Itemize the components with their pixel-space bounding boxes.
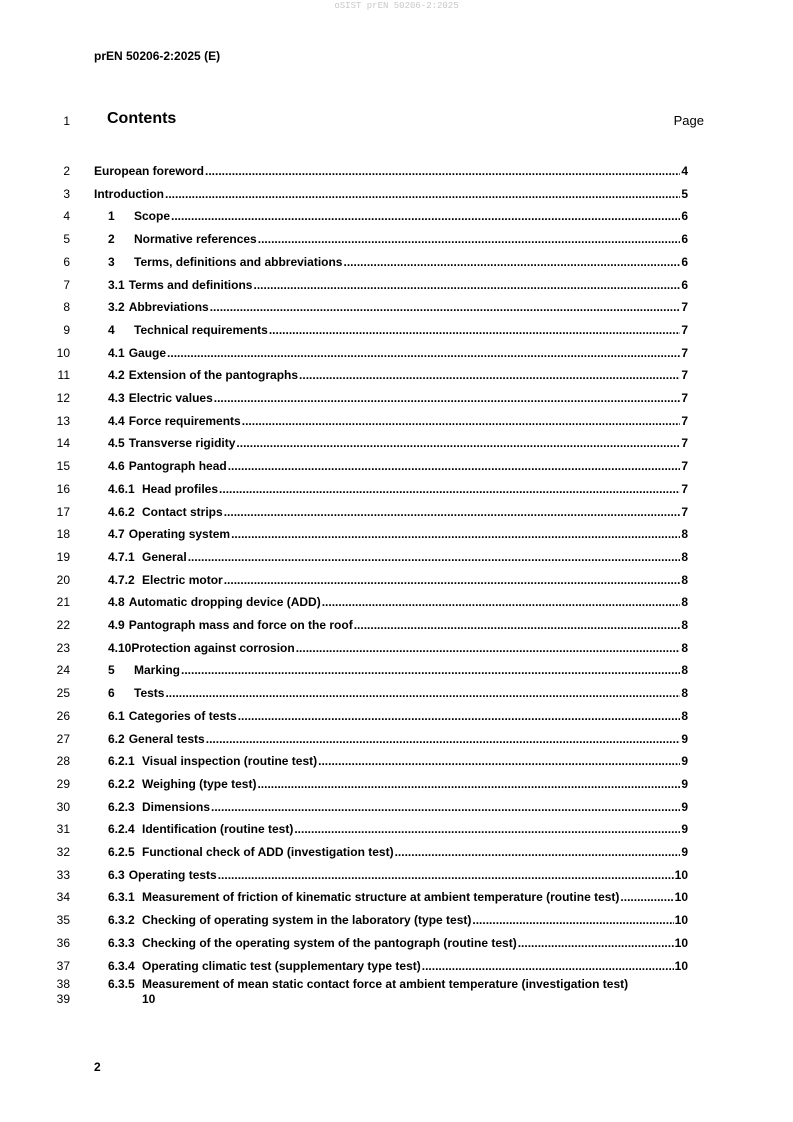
toc-leader-dots <box>238 709 681 723</box>
line-number: 17 <box>56 505 70 519</box>
toc-entry-title: Operating system <box>128 527 231 541</box>
toc-leader-dots <box>395 845 681 859</box>
toc-entry[interactable] <box>94 187 688 203</box>
toc-entry-title: General tests <box>128 732 205 746</box>
toc-entry-page: 8 <box>681 527 688 541</box>
line-number: 6 <box>63 255 70 269</box>
toc-entry-page: 7 <box>681 346 688 360</box>
line-number: 36 <box>56 936 70 950</box>
toc-entry[interactable] <box>108 209 688 225</box>
line-number: 34 <box>56 890 70 904</box>
toc-entry[interactable] <box>108 800 688 816</box>
line-number: 14 <box>56 436 70 450</box>
toc-entry-number: 6.3 <box>108 868 125 882</box>
toc-entry-title: Abbreviations <box>128 300 209 314</box>
toc-leader-dots <box>299 368 680 382</box>
line-number: 38 <box>56 977 70 991</box>
toc-entry-page: 10 <box>674 890 688 904</box>
toc-leader-dots <box>620 890 673 904</box>
toc-entry-page: 6 <box>681 278 688 292</box>
toc-leader-dots <box>165 187 680 201</box>
line-number: 25 <box>56 686 70 700</box>
toc-entry-title: Extension of the pantographs <box>128 368 299 382</box>
line-number: 8 <box>63 300 70 314</box>
toc-entry-number: 6.3.1 <box>108 890 135 904</box>
toc-leader-dots <box>224 573 681 587</box>
line-number: 11 <box>57 368 70 382</box>
toc-entry-title: Transverse rigidity <box>128 436 236 450</box>
toc-leader-dots <box>294 822 680 836</box>
line-number: 26 <box>56 709 70 723</box>
toc-entry-title: Protection against corrosion <box>131 641 295 655</box>
line-number: 15 <box>56 459 70 473</box>
toc-entry-number: 6.1 <box>108 709 125 723</box>
toc-entry-title: Terms, definitions and abbreviations <box>134 255 343 269</box>
toc-entry-page: 10 <box>674 936 688 950</box>
toc-entry-title: Weighing (type test) <box>142 777 257 791</box>
watermark: oSIST prEN 50206-2:2025 <box>334 1 459 11</box>
toc-entry-page: 8 <box>681 595 688 609</box>
line-number: 32 <box>56 845 70 859</box>
toc-entry[interactable] <box>108 936 688 952</box>
line-number: 28 <box>56 754 70 768</box>
line-number: 19 <box>56 550 70 564</box>
toc-entry-page: 9 <box>681 800 688 814</box>
toc-entry-page: 7 <box>681 368 688 382</box>
toc-entry-title: Technical requirements <box>134 323 268 337</box>
toc-leader-dots <box>181 663 680 677</box>
line-number: 9 <box>63 323 70 337</box>
toc-entry-page: 7 <box>681 505 688 519</box>
toc-entry-page: 9 <box>681 754 688 768</box>
toc-entry[interactable] <box>108 527 688 543</box>
toc-leader-dots <box>231 527 680 541</box>
toc-entry-number: 2 <box>108 232 115 246</box>
toc-entry-page: 7 <box>681 459 688 473</box>
line-number: 20 <box>56 573 70 587</box>
toc-entry-number: 4.3 <box>108 391 125 405</box>
toc-entry-page: 8 <box>681 709 688 723</box>
toc-entry-page: 8 <box>681 686 688 700</box>
toc-leader-dots <box>472 913 673 927</box>
toc-entry[interactable] <box>108 482 688 498</box>
toc-leader-dots <box>188 550 681 564</box>
line-number: 24 <box>56 663 70 677</box>
toc-entry-number: 5 <box>108 663 115 677</box>
toc-entry[interactable] <box>108 300 688 316</box>
toc-entry-number: 4.10 <box>108 641 132 655</box>
toc-entry-title: Terms and definitions <box>128 278 253 292</box>
toc-entry-title: Contact strips <box>142 505 223 519</box>
toc-leader-dots <box>318 754 680 768</box>
toc-entry[interactable] <box>108 777 688 793</box>
toc-leader-dots <box>218 868 674 882</box>
toc-entry-page: 10 <box>674 913 688 927</box>
toc-entry-title: Force requirements <box>128 414 241 428</box>
toc-leader-dots <box>210 300 681 314</box>
toc-entry-number: 4.7 <box>108 527 125 541</box>
toc-entry[interactable] <box>108 255 688 271</box>
toc-leader-dots <box>322 595 681 609</box>
line-number: 18 <box>56 527 70 541</box>
toc-entry-number: 4.5 <box>108 436 125 450</box>
toc-leader-dots <box>354 618 681 632</box>
toc-entry-title: Automatic dropping device (ADD) <box>128 595 321 609</box>
toc-entry-number: 4.6.1 <box>108 482 135 496</box>
toc-entry[interactable] <box>108 368 688 384</box>
toc-leader-dots <box>228 459 681 473</box>
toc-entry[interactable] <box>94 164 688 180</box>
toc-entry-number: 4.2 <box>108 368 125 382</box>
toc-entry-title: Tests <box>134 686 165 700</box>
line-number: 13 <box>56 414 70 428</box>
toc-entry[interactable] <box>108 868 688 884</box>
toc-entry-page: 7 <box>681 391 688 405</box>
toc-entry-number: 4.8 <box>108 595 125 609</box>
toc-entry-number: 6.2.2 <box>108 777 135 791</box>
toc-entry-title: Gauge <box>128 346 167 360</box>
document-id: prEN 50206-2:2025 (E) <box>94 49 221 63</box>
toc-entry-page: 7 <box>681 300 688 314</box>
toc-entry-page: 8 <box>681 618 688 632</box>
toc-leader-dots <box>296 641 681 655</box>
line-number: 37 <box>56 959 70 973</box>
toc-entry-title: Head profiles <box>142 482 219 496</box>
toc-entry-number: 6.3.3 <box>108 936 135 950</box>
toc-entry[interactable] <box>108 913 688 929</box>
footer-page-number: 2 <box>94 1060 101 1074</box>
toc-entry[interactable] <box>108 346 688 362</box>
line-number: 7 <box>63 278 70 292</box>
toc-entry-page: 6 <box>681 255 688 269</box>
toc-leader-dots <box>236 436 680 450</box>
line-number: 16 <box>56 482 70 496</box>
toc-leader-dots <box>422 959 674 973</box>
toc-leader-dots <box>219 482 680 496</box>
toc-entry-page: 4 <box>681 164 688 178</box>
toc-entry-page: 8 <box>681 550 688 564</box>
toc-entry[interactable] <box>108 890 688 906</box>
toc-leader-dots <box>257 777 680 791</box>
toc-entry-title: Visual inspection (routine test) <box>142 754 318 768</box>
toc-entry-page: 9 <box>681 822 688 836</box>
toc-entry-title: European foreword <box>94 164 205 178</box>
toc-entry[interactable] <box>108 573 688 589</box>
toc-entry-number: 6 <box>108 686 115 700</box>
toc-entry-page: 7 <box>681 482 688 496</box>
toc-entry-number: 3 <box>108 255 115 269</box>
toc-entry[interactable] <box>108 323 688 339</box>
line-number: 29 <box>56 777 70 791</box>
toc-entry[interactable] <box>108 618 688 634</box>
toc-entry-page: 9 <box>681 845 688 859</box>
toc-entry-number: 4.9 <box>108 618 125 632</box>
toc-entry-title: Measurement of friction of kinematic structure at ambient temperature (routine test) <box>142 890 620 904</box>
toc-entry-page: 5 <box>681 187 688 201</box>
line-number: 12 <box>56 391 70 405</box>
toc-entry-title: Pantograph head <box>128 459 227 473</box>
line-number: 33 <box>56 868 70 882</box>
toc-leader-dots <box>343 255 680 269</box>
toc-entry-title: Categories of tests <box>128 709 237 723</box>
toc-entry-page: 8 <box>681 641 688 655</box>
toc-entry-page: 6 <box>681 232 688 246</box>
toc-entry-title: Checking of operating system in the laboratory (type test) <box>142 913 472 927</box>
toc-entry[interactable] <box>108 459 688 475</box>
toc-entry-title: Scope <box>134 209 171 223</box>
line-number: 22 <box>56 618 70 632</box>
toc-entry-title: Normative references <box>134 232 257 246</box>
toc-entry-title: Operating climatic test (supplementary type test) <box>142 959 421 973</box>
toc-entry-page: 10 <box>674 959 688 973</box>
toc-entry-page: 9 <box>681 732 688 746</box>
toc-entry-page: 7 <box>681 436 688 450</box>
line-number: 5 <box>63 232 70 246</box>
toc-entry-title: Electric motor <box>142 573 223 587</box>
toc-entry[interactable] <box>108 959 688 975</box>
toc-entry-number: 6.3.5 <box>108 977 135 991</box>
toc-leader-dots <box>258 232 681 246</box>
toc-leader-dots <box>214 391 681 405</box>
toc-entry-page: 10 <box>142 992 156 1006</box>
toc-entry-number: 4.6 <box>108 459 125 473</box>
line-number: 10 <box>56 346 70 360</box>
toc-entry[interactable] <box>108 414 688 430</box>
toc-entry[interactable] <box>108 709 688 725</box>
toc-entry-title: Functional check of ADD (investigation test) <box>142 845 394 859</box>
toc-entry-number: 4.7.2 <box>108 573 135 587</box>
toc-entry[interactable] <box>108 550 688 566</box>
toc-entry-page: 9 <box>681 777 688 791</box>
line-number: 23 <box>56 641 70 655</box>
toc-entry-number: 3.2 <box>108 300 125 314</box>
toc-entry-number: 6.2.4 <box>108 822 135 836</box>
toc-leader-dots <box>253 278 680 292</box>
toc-entry[interactable] <box>108 663 688 679</box>
toc-entry-page: 6 <box>681 209 688 223</box>
line-number: 2 <box>63 164 70 178</box>
line-number: 21 <box>56 595 70 609</box>
line-number: 39 <box>56 992 70 1006</box>
toc-leader-dots <box>242 414 681 428</box>
toc-leader-dots <box>518 936 674 950</box>
toc-leader-dots <box>206 732 681 746</box>
page-column-label: Page <box>673 113 704 128</box>
toc-entry-number: 6.3.2 <box>108 913 135 927</box>
toc-entry-number: 4 <box>108 323 115 337</box>
toc-leader-dots <box>211 800 680 814</box>
toc-entry-page: 7 <box>681 323 688 337</box>
toc-entry[interactable] <box>108 686 688 702</box>
toc-entry-title: Marking <box>134 663 181 677</box>
toc-entry[interactable] <box>108 436 688 452</box>
toc-entry-number: 4.6.2 <box>108 505 135 519</box>
toc-entry[interactable] <box>108 505 688 521</box>
toc-entry-title: Operating tests <box>128 868 217 882</box>
toc-entry-title: Measurement of mean static contact force at ambient temperature (investigation test) <box>142 977 629 991</box>
toc-entry[interactable] <box>108 232 688 248</box>
line-number: 1 <box>63 114 70 128</box>
toc-entry-number: 4.4 <box>108 414 125 428</box>
toc-entry-title: General <box>142 550 187 564</box>
toc-entry-page: 7 <box>681 414 688 428</box>
toc-leader-dots <box>165 686 680 700</box>
toc-leader-dots <box>171 209 680 223</box>
toc-entry-title: Identification (routine test) <box>142 822 294 836</box>
toc-entry-title: Checking of the operating system of the pantograph (routine test) <box>142 936 517 950</box>
line-number: 3 <box>63 187 70 201</box>
toc-entry[interactable] <box>108 845 688 861</box>
line-number: 4 <box>63 209 70 223</box>
line-number: 35 <box>56 913 70 927</box>
line-number: 31 <box>56 822 70 836</box>
toc-entry-title: Introduction <box>94 187 164 201</box>
toc-entry-number: 6.2.5 <box>108 845 135 859</box>
line-number: 27 <box>56 732 70 746</box>
toc-entry-page: 10 <box>674 868 688 882</box>
toc-leader-dots <box>167 346 680 360</box>
toc-entry[interactable] <box>108 391 688 407</box>
toc-entry-number: 6.2.1 <box>108 754 135 768</box>
toc-leader-dots <box>269 323 680 337</box>
toc-entry-title: Dimensions <box>142 800 211 814</box>
toc-entry-number: 4.7.1 <box>108 550 135 564</box>
toc-entry-number: 1 <box>108 209 115 223</box>
toc-entry[interactable] <box>108 732 688 748</box>
toc-leader-dots <box>224 505 681 519</box>
toc-entry-number: 6.3.4 <box>108 959 135 973</box>
toc-entry-page: 8 <box>681 663 688 677</box>
toc-entry[interactable] <box>108 754 688 770</box>
contents-heading: Contents <box>107 110 177 127</box>
toc-entry-page: 8 <box>681 573 688 587</box>
toc-entry[interactable] <box>108 641 688 657</box>
toc-entry-number: 6.2 <box>108 732 125 746</box>
toc-entry-number: 6.2.3 <box>108 800 135 814</box>
toc-entry[interactable] <box>108 278 688 294</box>
toc-entry-number: 3.1 <box>108 278 125 292</box>
toc-entry[interactable] <box>108 595 688 611</box>
toc-entry-title: Pantograph mass and force on the roof <box>128 618 353 632</box>
line-number: 30 <box>56 800 70 814</box>
toc-entry[interactable] <box>108 822 688 838</box>
toc-entry-title: Electric values <box>128 391 213 405</box>
toc-entry-number: 4.1 <box>108 346 125 360</box>
toc-leader-dots <box>205 164 680 178</box>
